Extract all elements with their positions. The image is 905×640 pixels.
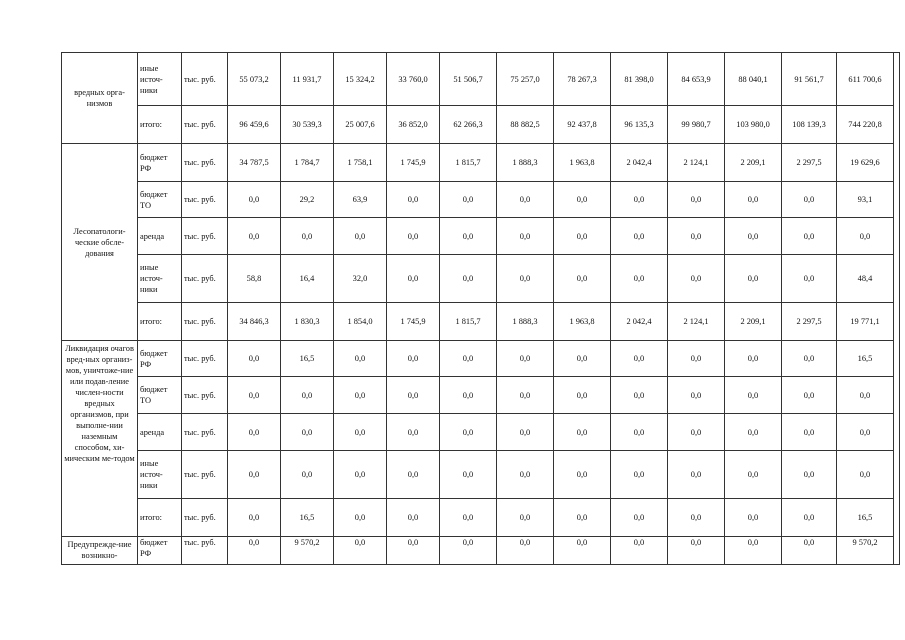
total-cell: 0,0 [837,451,894,499]
funding-source: итого: [138,106,182,144]
value-cell: 0,0 [725,414,782,451]
table-row [62,414,900,451]
unit-label: тыс. руб. [182,144,228,182]
value-cell: 0,0 [440,182,497,218]
value-cell: 103 980,0 [725,106,782,144]
unit-label: тыс. руб. [182,106,228,144]
funding-source: бюджет ТО [138,377,182,414]
value-cell: 0,0 [334,377,387,414]
funding-source: бюджет РФ [138,144,182,182]
table-row [62,303,900,341]
value-cell: 0,0 [725,218,782,255]
value-cell: 0,0 [725,451,782,499]
funding-source: иные источ-ники [138,255,182,303]
value-cell: 0,0 [782,218,837,255]
value-cell: 0,0 [440,451,497,499]
value-cell: 0,0 [554,537,611,565]
value-cell: 0,0 [497,451,554,499]
total-cell: 744 220,8 [837,106,894,144]
value-cell: 81 398,0 [611,53,668,106]
value-cell: 0,0 [440,341,497,377]
value-cell: 0,0 [611,341,668,377]
value-cell: 0,0 [497,218,554,255]
value-cell: 34 846,3 [228,303,281,341]
value-cell: 58,8 [228,255,281,303]
value-cell: 0,0 [334,451,387,499]
value-cell: 0,0 [611,537,668,565]
value-cell: 0,0 [440,414,497,451]
value-cell: 34 787,5 [228,144,281,182]
value-cell: 75 257,0 [497,53,554,106]
value-cell: 0,0 [554,182,611,218]
total-cell: 0,0 [837,414,894,451]
value-cell: 1 830,3 [281,303,334,341]
funding-source: аренда [138,218,182,255]
value-cell: 9 570,2 [281,537,334,565]
value-cell: 0,0 [782,182,837,218]
value-cell: 91 561,7 [782,53,837,106]
value-cell: 2 042,4 [611,303,668,341]
table-row [62,451,900,499]
table-row [62,106,900,144]
value-cell: 0,0 [725,377,782,414]
value-cell: 0,0 [228,499,281,537]
value-cell: 0,0 [554,255,611,303]
value-cell: 0,0 [668,182,725,218]
value-cell: 1 745,9 [387,303,440,341]
value-cell: 0,0 [387,218,440,255]
value-cell: 0,0 [334,499,387,537]
table-row [62,218,900,255]
value-cell: 0,0 [440,218,497,255]
value-cell: 0,0 [440,377,497,414]
value-cell: 0,0 [668,499,725,537]
funding-source: итого: [138,499,182,537]
total-cell: 0,0 [837,377,894,414]
value-cell: 0,0 [497,377,554,414]
value-cell: 33 760,0 [387,53,440,106]
unit-label: тыс. руб. [182,499,228,537]
value-cell: 108 139,3 [782,106,837,144]
table-row [62,377,900,414]
value-cell: 0,0 [228,341,281,377]
value-cell: 0,0 [281,414,334,451]
value-cell: 0,0 [782,414,837,451]
value-cell: 55 073,2 [228,53,281,106]
funding-source: иные источ-ники [138,53,182,106]
value-cell: 96 135,3 [611,106,668,144]
table-row [62,341,900,377]
value-cell: 0,0 [725,537,782,565]
value-cell: 0,0 [668,414,725,451]
value-cell: 0,0 [440,255,497,303]
value-cell: 2 297,5 [782,303,837,341]
value-cell: 0,0 [228,182,281,218]
value-cell: 63,9 [334,182,387,218]
unit-label: тыс. руб. [182,303,228,341]
table-row [62,255,900,303]
value-cell: 0,0 [281,377,334,414]
value-cell: 0,0 [725,499,782,537]
value-cell: 0,0 [387,255,440,303]
value-cell: 1 784,7 [281,144,334,182]
value-cell: 0,0 [440,537,497,565]
value-cell: 0,0 [334,218,387,255]
funding-source: итого: [138,303,182,341]
value-cell: 0,0 [497,537,554,565]
value-cell: 0,0 [497,499,554,537]
value-cell: 0,0 [334,537,387,565]
table-row [62,499,900,537]
value-cell: 0,0 [725,341,782,377]
value-cell: 2 124,1 [668,303,725,341]
unit-label: тыс. руб. [182,341,228,377]
unit-label: тыс. руб. [182,182,228,218]
value-cell: 0,0 [228,451,281,499]
value-cell: 0,0 [611,255,668,303]
value-cell: 0,0 [228,414,281,451]
value-cell: 1 888,3 [497,303,554,341]
value-cell: 0,0 [281,218,334,255]
value-cell: 0,0 [554,451,611,499]
value-cell: 0,0 [228,218,281,255]
section-name: Лесопатологи-ческие обсле-дования [62,144,138,341]
value-cell: 0,0 [387,182,440,218]
value-cell: 0,0 [387,451,440,499]
value-cell: 0,0 [668,377,725,414]
value-cell: 92 437,8 [554,106,611,144]
funding-source: бюджет ТО [138,182,182,218]
value-cell: 51 506,7 [440,53,497,106]
value-cell: 0,0 [497,341,554,377]
value-cell: 0,0 [387,499,440,537]
value-cell: 0,0 [334,414,387,451]
funding-source: аренда [138,414,182,451]
total-cell: 93,1 [837,182,894,218]
value-cell: 0,0 [782,255,837,303]
value-cell: 0,0 [228,537,281,565]
table-row [62,537,900,565]
budget-table [61,52,900,565]
value-cell: 16,5 [281,341,334,377]
unit-label: тыс. руб. [182,377,228,414]
total-cell: 48,4 [837,255,894,303]
total-cell: 611 700,6 [837,53,894,106]
value-cell: 2 124,1 [668,144,725,182]
total-cell: 0,0 [837,218,894,255]
value-cell: 0,0 [611,414,668,451]
unit-label: тыс. руб. [182,414,228,451]
value-cell: 15 324,2 [334,53,387,106]
value-cell: 0,0 [611,182,668,218]
value-cell: 0,0 [497,182,554,218]
value-cell: 1 888,3 [497,144,554,182]
value-cell: 0,0 [611,499,668,537]
funding-source: иные источ-ники [138,451,182,499]
funding-source: бюджет РФ [138,537,182,565]
value-cell: 84 653,9 [668,53,725,106]
value-cell: 0,0 [782,341,837,377]
value-cell: 96 459,6 [228,106,281,144]
value-cell: 0,0 [554,377,611,414]
value-cell: 0,0 [668,451,725,499]
unit-label: тыс. руб. [182,53,228,106]
value-cell: 2 209,1 [725,303,782,341]
value-cell: 29,2 [281,182,334,218]
value-cell: 78 267,3 [554,53,611,106]
value-cell: 0,0 [782,451,837,499]
value-cell: 1 745,9 [387,144,440,182]
section-name: Предупрежде-ние возникно- [62,537,138,565]
value-cell: 1 854,0 [334,303,387,341]
value-cell: 0,0 [782,537,837,565]
value-cell: 0,0 [440,499,497,537]
value-cell: 25 007,6 [334,106,387,144]
value-cell: 0,0 [782,499,837,537]
value-cell: 0,0 [387,341,440,377]
value-cell: 0,0 [554,218,611,255]
value-cell: 0,0 [611,377,668,414]
total-cell: 16,5 [837,341,894,377]
value-cell: 0,0 [668,537,725,565]
value-cell: 0,0 [281,451,334,499]
value-cell: 0,0 [497,255,554,303]
funding-source: бюджет РФ [138,341,182,377]
value-cell: 0,0 [668,218,725,255]
value-cell: 0,0 [554,341,611,377]
value-cell: 2 042,4 [611,144,668,182]
value-cell: 0,0 [668,255,725,303]
value-cell: 16,4 [281,255,334,303]
value-cell: 88 040,1 [725,53,782,106]
value-cell: 30 539,3 [281,106,334,144]
total-cell: 19 771,1 [837,303,894,341]
section-name: вредных орга-низмов [62,53,138,144]
value-cell: 32,0 [334,255,387,303]
value-cell: 99 980,7 [668,106,725,144]
unit-label: тыс. руб. [182,451,228,499]
value-cell: 0,0 [228,377,281,414]
unit-label: тыс. руб. [182,255,228,303]
total-cell: 16,5 [837,499,894,537]
value-cell: 36 852,0 [387,106,440,144]
value-cell: 0,0 [611,451,668,499]
value-cell: 0,0 [554,414,611,451]
value-cell: 0,0 [387,414,440,451]
total-cell: 19 629,6 [837,144,894,182]
value-cell: 11 931,7 [281,53,334,106]
value-cell: 0,0 [668,341,725,377]
value-cell: 1 963,8 [554,303,611,341]
value-cell: 1 758,1 [334,144,387,182]
total-cell: 9 570,2 [837,537,894,565]
value-cell: 62 266,3 [440,106,497,144]
value-cell: 0,0 [611,218,668,255]
table-row [62,53,900,106]
value-cell: 2 209,1 [725,144,782,182]
unit-label: тыс. руб. [182,537,228,565]
table-row [62,144,900,182]
value-cell: 0,0 [782,377,837,414]
value-cell: 0,0 [387,377,440,414]
table-row [62,182,900,218]
table-edge [894,53,900,565]
unit-label: тыс. руб. [182,218,228,255]
value-cell: 0,0 [387,537,440,565]
value-cell: 1 815,7 [440,144,497,182]
value-cell: 1 963,8 [554,144,611,182]
section-name: Ликвидация очагов вред-ных организ-мов, уничтоже-ние или подав-ление числен-ности вредных организмов, при выполне-нии наземным способом, хи-мическим ме-тодом [62,341,138,537]
value-cell: 0,0 [554,499,611,537]
value-cell: 2 297,5 [782,144,837,182]
value-cell: 88 882,5 [497,106,554,144]
value-cell: 0,0 [497,414,554,451]
value-cell: 0,0 [334,341,387,377]
value-cell: 16,5 [281,499,334,537]
value-cell: 1 815,7 [440,303,497,341]
value-cell: 0,0 [725,255,782,303]
value-cell: 0,0 [725,182,782,218]
